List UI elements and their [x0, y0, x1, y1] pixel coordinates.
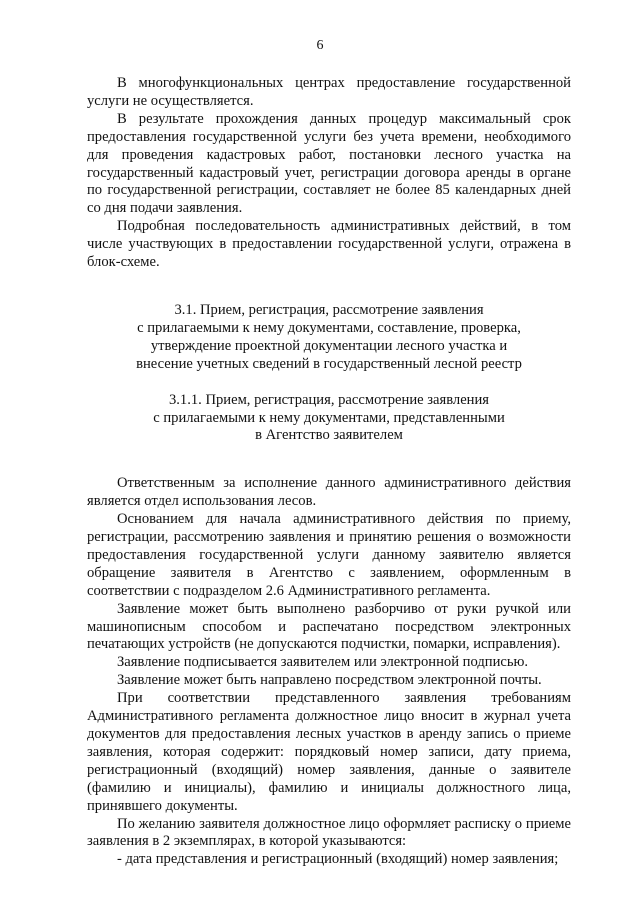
- paragraph-mfc: В многофункциональных центрах предоставление государственной услуги не осуществляется.: [87, 75, 571, 109]
- paragraph-signature: Заявление подписывается заявителем или электронной подписью.: [117, 654, 529, 671]
- list-item-date: - дата представления и регистрационный (входящий) номер заявления;: [117, 851, 559, 868]
- paragraph-registration: При соответствии представленного заявления требованиям Административного регламента должностное лицо вносит в журнал учета документов для предоставления лесных участков в аренду запись о приеме заявления, которая содержит: порядковый номер записи, дату приема, регистрационный (входящий) номер заявления, данные о заявителе (фамилию и инициалы), фамилию и инициалы должностного лица, принявшего документы.: [87, 690, 571, 814]
- paragraph-email: Заявление может быть направлено посредством электронной почты.: [117, 672, 542, 689]
- paragraph-basis: Основанием для начала административного действия по приему, регистрации, рассмотрению заявления и принятию решения о возможности предоставления государственной услуги данному заявителю является обращение заявителя в Агентство с заявлением, оформленным в соответствии с подразделом 2.6 Административного регламента.: [87, 511, 571, 599]
- document-body: [87, 75, 571, 869]
- section-heading-3-1-1: 3.1.1. Прием, регистрация, рассмотрение заявления с прилагаемыми к нему документами, представленными в Агентство заявителем: [153, 391, 505, 444]
- section-heading-3-1: 3.1. Прием, регистрация, рассмотрение заявления с прилагаемыми к нему документами, составление, проверка, утверждение проектной документации лесного участка и внесение учетных сведений в государственный лесной реестр: [136, 301, 522, 372]
- paragraph-receipt: По желанию заявителя должностное лицо оформляет расписку о приеме заявления в 2 экземплярах, в которой указываются:: [87, 815, 571, 850]
- paragraph-block-scheme: Подробная последовательность административных действий, в том числе участвующих в предоставлении государственной услуги, отражена в блок-схеме.: [87, 218, 571, 271]
- page-number: 6: [316, 38, 324, 53]
- paragraph-max-term: В результате прохождения данных процедур максимальный срок предоставления государственной услуги без учета времени, необходимого для проведения кадастровых работ, постановки лесного участка на государственный кадастровый учет, регистрации договора аренды в органе по государственной регистрации, составляет не более 85 календарных дней со дня подачи заявления.: [87, 110, 571, 217]
- paragraph-responsible: Ответственным за исполнение данного административного действия является отдел использования лесов.: [87, 475, 571, 510]
- paragraph-application-format: Заявление может быть выполнено разборчиво от руки ручкой или машинописным способом и распечатано посредством электронных печатающих устройств (не допускаются подчистки, помарки, исправления).: [87, 600, 571, 653]
